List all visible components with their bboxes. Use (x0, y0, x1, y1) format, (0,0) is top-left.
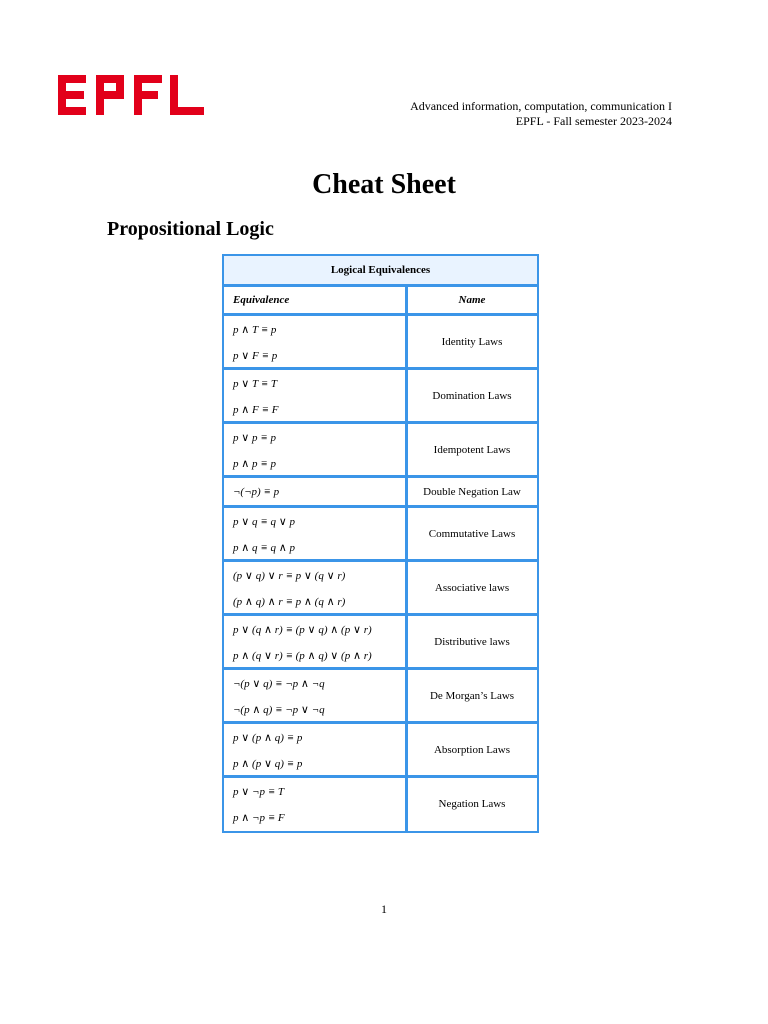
course-header (410, 99, 672, 129)
equivalence-formula: p ∨ F ≡ p (233, 350, 278, 362)
table-row (224, 724, 537, 778)
column-header-name: Name (458, 294, 486, 306)
table-row (224, 616, 537, 670)
column-header-equivalence: Equivalence (233, 294, 290, 306)
table-row (224, 424, 537, 478)
table-caption: Logical Equivalences (224, 256, 537, 287)
table-row (224, 778, 537, 829)
law-name: Negation Laws (438, 798, 506, 810)
equivalence-formula: p ∧ (p ∨ q) ≡ p (233, 758, 303, 770)
table-row (224, 670, 537, 724)
equivalence-formula: (p ∨ q) ∨ r ≡ p ∨ (q ∨ r) (233, 570, 346, 582)
equivalence-formula: p ∨ p ≡ p (233, 432, 276, 444)
page-title: Cheat Sheet (312, 169, 456, 200)
table-header-row (224, 287, 537, 316)
law-name: Identity Laws (441, 336, 503, 348)
epfl-logo (58, 75, 206, 115)
table-row (224, 478, 537, 508)
equivalence-formula: p ∧ (q ∨ r) ≡ (p ∧ q) ∨ (p ∧ r) (233, 650, 372, 662)
epfl-logo-graphic (58, 75, 206, 115)
equivalence-formula: p ∨ q ≡ q ∨ p (233, 516, 296, 528)
law-name: Absorption Laws (433, 744, 511, 756)
law-name: Double Negation Law (423, 486, 521, 498)
equivalences-table (222, 254, 539, 833)
equivalence-formula: (p ∧ q) ∧ r ≡ p ∧ (q ∧ r) (233, 596, 346, 608)
law-name: Domination Laws (432, 390, 512, 402)
law-name: Idempotent Laws (433, 444, 511, 456)
equivalence-formula: p ∨ T ≡ T (233, 378, 278, 390)
table-row (224, 370, 537, 424)
semester: EPFL - Fall semester 2023-2024 (515, 114, 672, 128)
course-name: Advanced information, computation, communication I (410, 99, 672, 113)
equivalence-formula: ¬(p ∧ q) ≡ ¬p ∨ ¬q (233, 704, 325, 716)
equivalence-formula: p ∨ (q ∧ r) ≡ (p ∨ q) ∧ (p ∨ r) (233, 624, 372, 636)
equivalence-formula: p ∧ ¬p ≡ F (233, 812, 285, 824)
equivalence-formula: p ∨ ¬p ≡ T (233, 786, 285, 798)
section-heading: Propositional Logic (107, 218, 274, 240)
equivalence-formula: p ∨ (p ∧ q) ≡ p (233, 732, 303, 744)
equivalence-formula: p ∧ F ≡ F (233, 404, 279, 416)
law-name: De Morgan’s Laws (429, 690, 515, 702)
equivalence-formula: ¬(¬p) ≡ p (233, 486, 280, 498)
page-number: 1 (381, 902, 387, 916)
law-name: Commutative Laws (428, 528, 516, 540)
law-name: Associative laws (434, 582, 510, 594)
law-name: Distributive laws (434, 636, 510, 648)
equivalence-formula: p ∧ T ≡ p (233, 324, 277, 336)
equivalence-formula: p ∧ q ≡ q ∧ p (233, 542, 296, 554)
table-row (224, 508, 537, 562)
equivalence-formula: p ∧ p ≡ p (233, 458, 276, 470)
table-row (224, 316, 537, 370)
equivalence-formula: ¬(p ∨ q) ≡ ¬p ∧ ¬q (233, 678, 325, 690)
table-row (224, 562, 537, 616)
